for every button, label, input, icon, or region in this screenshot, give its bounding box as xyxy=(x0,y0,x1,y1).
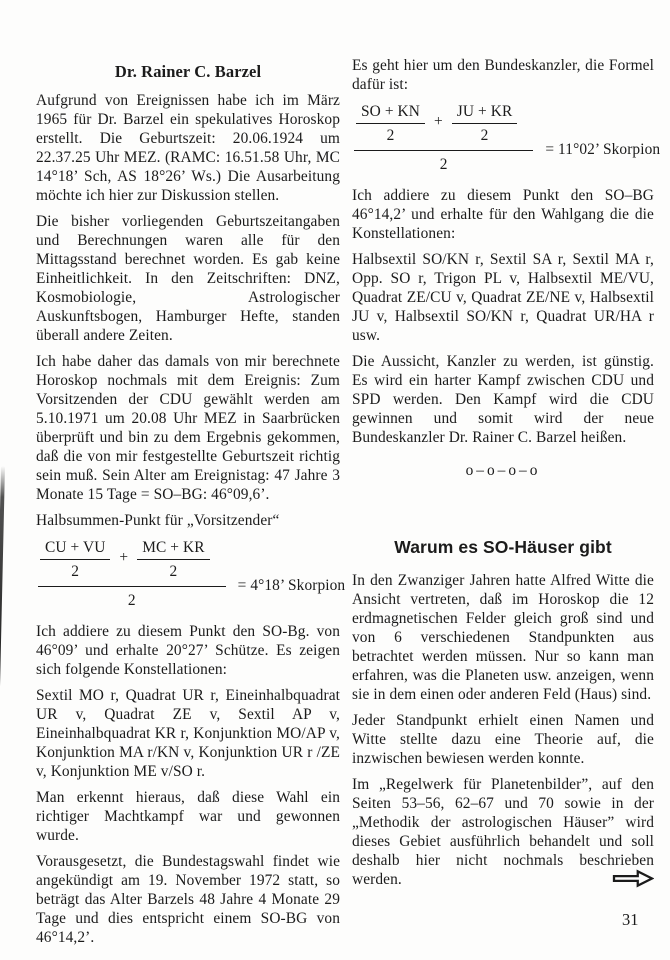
formula-result: = 11°02’ Skorpion xyxy=(545,141,661,158)
paragraph: Es geht hier um den Bundeskanzler, die Formel dafür ist: xyxy=(352,57,654,93)
kanzler-formula xyxy=(354,102,661,174)
paragraph: Ich habe daher das damals von mir berechnete Horoskop nochmals mit dem Ereignis: Zum Vorsitzenden der CDU gewählt werden am 5.10.1971 um 20.08 Uhr MEZ in Saarbrücken überprüft und bin zu dem Ergebnis gekommen, daß die von mir festgestellte Geburtszeit richtig sein muß. Sein Alter am Ereignistag: 47 Jahre 3 Monate 15 Tage = SO–BG: 46°09,6’. xyxy=(36,353,340,503)
formula-fraction xyxy=(452,102,518,145)
paragraph: Halbsextil SO/KN r, Sextil SA r, Sextil MA r, Opp. SO r, Trigon PL v, Halbsextil ME/VU, Quadrat ZE/CU v, Quadrat ZE/NE v, Halbsextil JU v, Halbsextil SO/KN r, Quadrat UR/HA r usw. xyxy=(352,251,654,344)
page-number: 31 xyxy=(622,910,639,929)
paragraph: Die bisher vorliegenden Geburtszeitangaben und Berechnungen waren alle für den Mittagsstand berechnet worden. Es gab keine Einheitlichkeit. In den Zeitschriften: DNZ, Kosmobiologie, Astrologischer Auskunftsbogen, Hamburger Hefte, standen überall andere Zeiten. xyxy=(36,213,340,344)
formula-outer-fraction xyxy=(354,102,533,174)
right-column xyxy=(352,56,661,896)
paragraph: In den Zwanziger Jahren hatte Alfred Witte die Ansicht vertreten, daß im Horoskop die 12 erdmagnetischen Felder gleich groß sind und von 6 verschiedenen Standpunkten aus betrachtet werden müssen. Nur so kann man erfahren, was die Planeten usw. anzeigen, wenn sie in dem einen oder anderen Feld (Haus) sind. xyxy=(352,572,654,703)
paragraph: Jeder Standpunkt erhielt einen Namen und Witte stellte dazu eine Theorie auf, die inzwischen bewiesen werden konnte. xyxy=(352,712,654,767)
scan-artifact-streak xyxy=(0,466,4,854)
formula-fraction xyxy=(40,538,110,581)
halfsum-label: Halbsummen-Punkt für „Vorsitzender“ xyxy=(36,512,280,529)
fraction-denominator: 2 xyxy=(169,563,178,580)
article-heading: Dr. Rainer C. Barzel xyxy=(114,62,262,81)
paragraph: Die Aussicht, Kanzler zu werden, ist günstig. Es wird ein harter Kampf zwischen CDU und SPD werden. Den Kampf wird die CDU gewinnen und somit wird der neue Bundeskanzler Dr. Rainer C. Barzel heißen. xyxy=(352,353,654,446)
formula-fraction xyxy=(356,102,425,145)
formula-numerator-expression xyxy=(354,102,533,150)
fraction-denominator: 2 xyxy=(71,563,80,580)
paragraph: Man erkennt hieraus, daß diese Wahl ein richtiger Machtkampf war und gewonnen wurde. xyxy=(36,789,340,844)
formula-result: = 4°18’ Skorpion xyxy=(237,577,346,594)
fraction-numerator: CU + VU xyxy=(40,538,110,560)
fraction-denominator: 2 xyxy=(480,127,489,144)
paragraph xyxy=(352,775,654,889)
paragraph: Ich addiere zu diesem Punkt den SO–BG 46°14,2’ und erhalte für den Wahlgang die die Konstellationen: xyxy=(352,187,654,242)
section-heading: Warum es SO-Häuser gibt xyxy=(394,537,612,557)
left-column xyxy=(36,62,346,954)
formula-fraction xyxy=(137,538,209,581)
paragraph: Vorausgesetzt, die Bundestagswahl findet wie angekündigt am 19. November 1972 statt, so beträgt das Alter Barzels 48 Jahre 4 Monate 29 Tage und dies entspricht einem SO-BG von 46°14,2’. xyxy=(36,853,340,946)
plus-sign: + xyxy=(119,549,129,566)
paragraph: Sextil MO r, Quadrat UR r, Eineinhalbquadrat UR v, Quadrat ZE v, Sextil AP v, Eineinhalbquadrat KR r, Konjunktion MO/AP v, Konjunktion MA r/KN v, Konjunktion UR r /ZE v, Konjunktion ME v/SO r. xyxy=(36,687,340,780)
plus-sign: + xyxy=(433,113,443,130)
section-separator: o–o–o–o xyxy=(465,462,541,479)
formula-outer-fraction xyxy=(38,538,226,610)
paragraph-text: Im „Regelwerk für Planetenbilder”, auf den Seiten 53–56, 62–67 und 70 sowie in der „Methodik der astrologischen Häuser” wird dieses Gebiet ausführlich behandelt und soll deshalb hier nicht nochmals beschrieben werden. xyxy=(352,776,654,888)
outer-denominator: 2 xyxy=(38,586,226,610)
formula-numerator-expression xyxy=(38,538,226,586)
fraction-denominator: 2 xyxy=(386,127,395,144)
outer-denominator: 2 xyxy=(354,150,533,174)
paragraph: Aufgrund von Ereignissen habe ich im März 1965 für Dr. Barzel ein spekulatives Horoskop erstellt. Die Geburtszeit: 20.06.1924 um 22.37.25 Uhr MEZ. (RAMC: 16.51.58 Uhr, MC 14°18’ Sch, AS 18°26’ Ws.) Die Ausarbeitung möchte ich hier zur Diskussion stellen. xyxy=(36,92,340,204)
halfsum-formula-vorsitzender xyxy=(38,538,346,610)
fraction-numerator: JU + KR xyxy=(452,102,518,124)
fraction-numerator: SO + KN xyxy=(356,102,425,124)
paragraph: Ich addiere zu diesem Punkt den SO-Bg. von 46°09’ und erhalte 20°27’ Schütze. Es zeigen sich folgende Konstellationen: xyxy=(36,623,340,678)
continued-arrow-icon xyxy=(612,869,654,888)
fraction-numerator: MC + KR xyxy=(137,538,209,560)
